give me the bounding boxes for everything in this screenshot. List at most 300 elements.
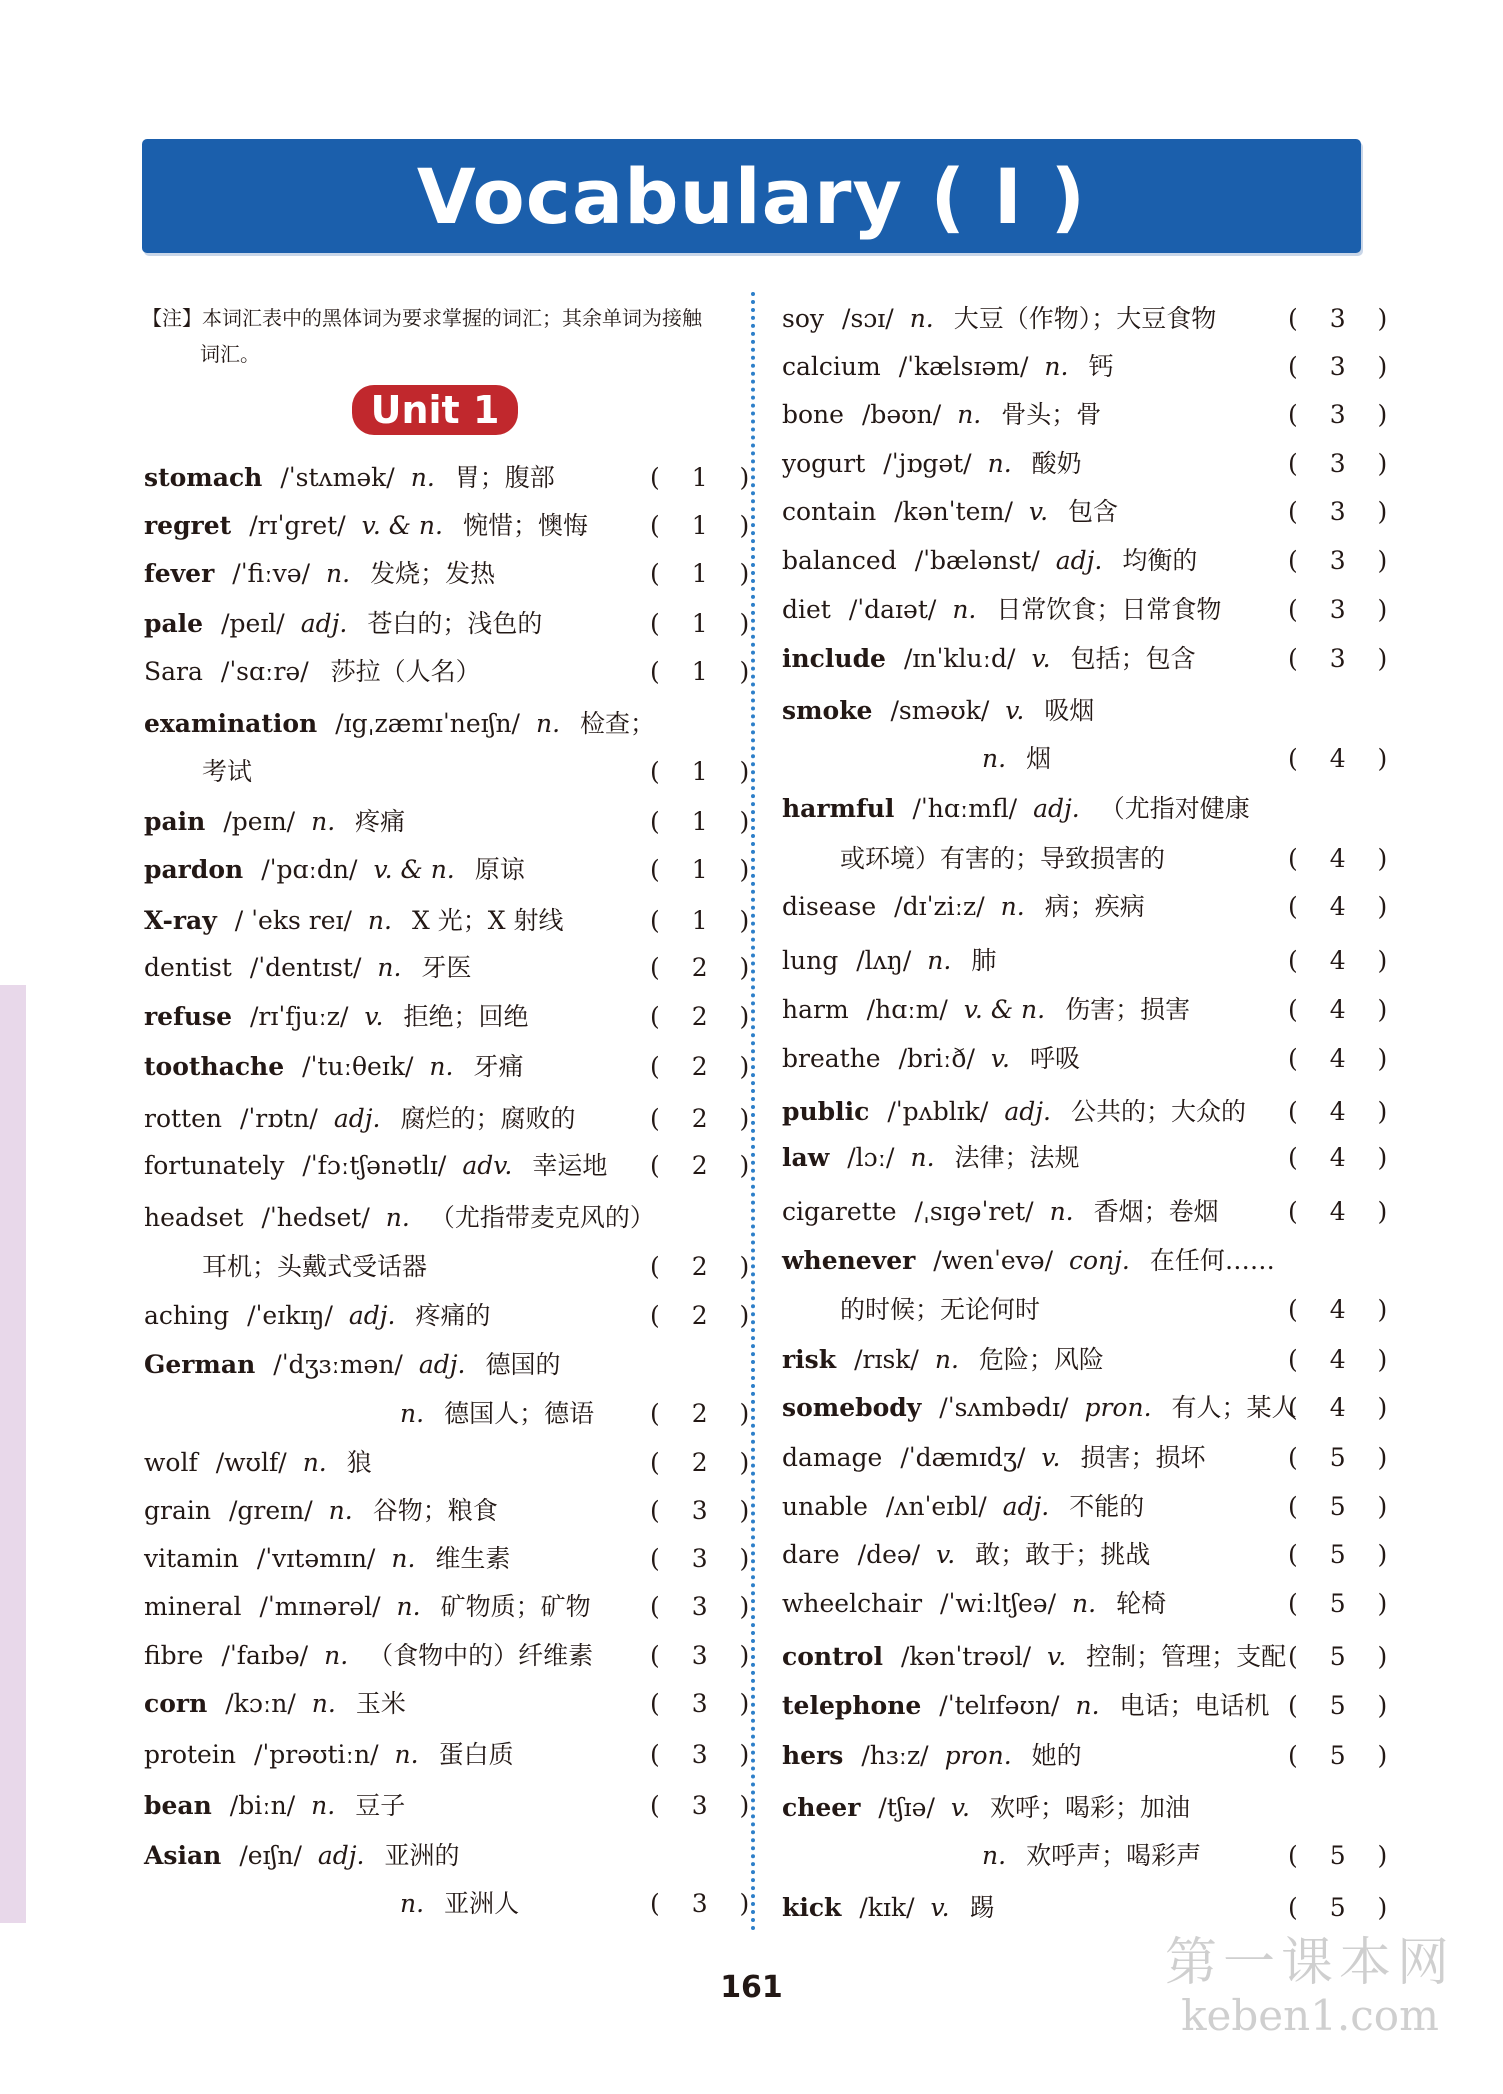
unit-number: ( 3 ) <box>1288 644 1400 673</box>
headword: dare <box>782 1540 840 1569</box>
phonetic: /ˈfɔːtʃənətlɪ/ <box>302 1151 447 1180</box>
headword: pain <box>144 807 206 836</box>
left-entry <box>202 756 252 788</box>
left-entry <box>144 558 495 590</box>
headword: wolf <box>144 1448 198 1477</box>
phonetic: /bəʊn/ <box>861 400 942 429</box>
headword: smoke <box>782 696 873 725</box>
left-entry <box>144 608 542 640</box>
part-of-speech: n. <box>1044 352 1069 381</box>
unit-number: ( 4 ) <box>1288 1393 1400 1422</box>
definition: 的时候；无论何时 <box>840 1295 1041 1324</box>
headword: lung <box>782 946 839 975</box>
headword: rotten <box>144 1104 222 1133</box>
part-of-speech: n. <box>909 304 934 333</box>
phonetic: /eɪʃn/ <box>239 1841 302 1870</box>
unit-number: ( 3 ) <box>1288 595 1400 624</box>
headword: wheelchair <box>782 1589 923 1618</box>
part-of-speech: v. <box>950 1793 970 1822</box>
headword: Asian <box>144 1841 222 1870</box>
unit-number: ( 1 ) <box>650 757 762 786</box>
definition: 维生素 <box>435 1544 511 1573</box>
part-of-speech: v. <box>990 1044 1010 1073</box>
definition: 伤害；损害 <box>1065 995 1191 1024</box>
phonetic: /wenˈevə/ <box>933 1246 1054 1275</box>
unit-number: ( 3 ) <box>1288 400 1400 429</box>
unit-number: ( 5 ) <box>1288 1841 1400 1870</box>
phonetic: /ˈtuːθeɪk/ <box>302 1052 414 1081</box>
headword: telephone <box>782 1691 922 1720</box>
page-title: Vocabulary ( I ) <box>416 151 1087 241</box>
part-of-speech: adj. <box>1004 1097 1051 1126</box>
headword: dentist <box>144 953 232 982</box>
definition: 均衡的 <box>1122 546 1198 575</box>
headword: fortunately <box>144 1151 285 1180</box>
part-of-speech: n. <box>302 1448 327 1477</box>
phonetic: / ˈeks reɪ/ <box>234 906 352 935</box>
part-of-speech: n. <box>400 1399 425 1428</box>
phonetic: /hɑːm/ <box>866 995 948 1024</box>
definition: 惋惜；懊悔 <box>462 511 588 540</box>
headword: somebody <box>782 1393 922 1422</box>
part-of-speech: n. <box>910 1143 935 1172</box>
phonetic: /rɪˈgret/ <box>249 511 346 540</box>
headword: public <box>782 1097 870 1126</box>
unit-number: ( 5 ) <box>1288 1443 1400 1472</box>
headword: risk <box>782 1345 837 1374</box>
left-entry <box>144 510 588 542</box>
phonetic: /wʊlf/ <box>215 1448 287 1477</box>
part-of-speech: adj. <box>333 1104 381 1133</box>
definition: 苍白的；浅色的 <box>367 609 543 638</box>
part-of-speech: n. <box>311 1689 336 1718</box>
unit-number: ( 4 ) <box>1288 1143 1400 1172</box>
right-entry <box>782 1792 1190 1824</box>
left-entry <box>144 656 481 688</box>
right-entry <box>782 1096 1246 1128</box>
headword: law <box>782 1143 830 1172</box>
definition: 有人；某人 <box>1171 1393 1297 1422</box>
definition: 日常饮食；日常食物 <box>996 595 1222 624</box>
definition: 豆子 <box>355 1791 406 1820</box>
definition: 谷物；粮食 <box>372 1496 498 1525</box>
definition: 踢 <box>969 1893 995 1922</box>
right-entry <box>782 1442 1206 1474</box>
definition: 幸运地 <box>532 1151 608 1180</box>
part-of-speech: n. <box>326 559 351 588</box>
right-entry <box>782 351 1113 383</box>
part-of-speech: n. <box>385 1203 410 1232</box>
right-entry <box>782 545 1197 577</box>
right-entry <box>782 1043 1080 1075</box>
definition: 不能的 <box>1069 1492 1145 1521</box>
right-entry <box>782 1892 995 1924</box>
right-entry <box>782 643 1196 675</box>
part-of-speech: adj. <box>1033 794 1080 823</box>
phonetic: /ˈrɒtn/ <box>240 1104 318 1133</box>
headword: contain <box>782 497 877 526</box>
unit-number: ( 1 ) <box>650 609 762 638</box>
definition: 她的 <box>1031 1741 1082 1770</box>
phonetic: /rɪˈfjuːz/ <box>250 1002 349 1031</box>
part-of-speech: conj. <box>1069 1246 1130 1275</box>
headword: include <box>782 644 886 673</box>
right-entry <box>782 496 1118 528</box>
part-of-speech: n. <box>934 1345 959 1374</box>
unit-number: ( 2 ) <box>650 1151 762 1180</box>
unit-number: ( 3 ) <box>650 1592 762 1621</box>
right-entry <box>782 891 1145 923</box>
phonetic: /ˈvɪtəmɪn/ <box>256 1544 376 1573</box>
unit-number: ( 1 ) <box>650 657 762 686</box>
left-entry <box>144 1001 529 1033</box>
left-entry <box>144 905 563 937</box>
headword: damage <box>782 1443 883 1472</box>
definition: 危险；风险 <box>978 1345 1104 1374</box>
phonetic: /ɪnˈkluːd/ <box>903 644 1016 673</box>
watermark-line-2: keben1.com <box>1181 1991 1439 2040</box>
right-entry <box>782 1690 1270 1722</box>
definition: 烟 <box>1026 744 1052 773</box>
headword: examination <box>144 709 318 738</box>
part-of-speech: n. <box>429 1052 454 1081</box>
part-of-speech: adv. <box>462 1151 513 1180</box>
unit-number: ( 5 ) <box>1288 1492 1400 1521</box>
unit-number: ( 3 ) <box>650 1496 762 1525</box>
definition: 疼痛 <box>355 807 406 836</box>
part-of-speech: v. & n. <box>361 511 443 540</box>
unit-number: ( 4 ) <box>1288 1097 1400 1126</box>
definition: 狼 <box>346 1448 372 1477</box>
phonetic: /kənˈteɪn/ <box>894 497 1013 526</box>
unit-number: ( 2 ) <box>650 1104 762 1133</box>
left-entry <box>144 1051 523 1083</box>
unit-number: ( 3 ) <box>650 1889 762 1918</box>
headword: toothache <box>144 1052 285 1081</box>
part-of-speech: v. <box>1041 1443 1061 1472</box>
definition: X 光；X 射线 <box>411 906 564 935</box>
headword: stomach <box>144 463 263 492</box>
phonetic: /ɪgˌzæmɪˈneɪʃn/ <box>335 709 520 738</box>
headword: bone <box>782 400 844 429</box>
phonetic: /kɪk/ <box>859 1893 915 1922</box>
unit-number: ( 1 ) <box>650 855 762 884</box>
part-of-speech: n. <box>957 400 982 429</box>
phonetic: /ʌnˈeɪbl/ <box>885 1492 987 1521</box>
definition: 香烟；卷烟 <box>1093 1197 1219 1226</box>
left-entry <box>144 952 471 984</box>
phonetic: /ˈjɒgət/ <box>883 449 972 478</box>
definition: （尤指带麦克风的） <box>429 1203 655 1232</box>
definition: 电话；电话机 <box>1119 1691 1270 1720</box>
part-of-speech: v. & n. <box>963 995 1046 1024</box>
headword: cheer <box>782 1793 861 1822</box>
definition: 大豆（作物）；大豆食物 <box>953 304 1217 333</box>
headword: regret <box>144 511 232 540</box>
phonetic: /ˈhedset/ <box>261 1203 370 1232</box>
unit-number: ( 1 ) <box>650 807 762 836</box>
unit-number: ( 3 ) <box>1288 546 1400 575</box>
part-of-speech: n. <box>377 953 402 982</box>
right-entry <box>782 1392 1297 1424</box>
headword: whenever <box>782 1246 916 1275</box>
phonetic: /biːn/ <box>229 1791 296 1820</box>
unit-number: ( 4 ) <box>1288 844 1400 873</box>
headword: pardon <box>144 855 244 884</box>
right-entry <box>840 843 1165 875</box>
part-of-speech: n. <box>1049 1197 1074 1226</box>
unit-number: ( 3 ) <box>1288 304 1400 333</box>
unit-number: ( 3 ) <box>650 1689 762 1718</box>
phonetic: /greɪn/ <box>228 1496 313 1525</box>
part-of-speech: n. <box>982 1841 1007 1870</box>
part-of-speech: n. <box>982 744 1007 773</box>
definition: 亚洲人 <box>444 1889 520 1918</box>
definition: 包含 <box>1068 497 1119 526</box>
headword: calcium <box>782 352 881 381</box>
phonetic: /deə/ <box>857 1540 921 1569</box>
right-entry <box>782 994 1190 1026</box>
definition: 损害；损坏 <box>1080 1443 1206 1472</box>
phonetic: /peɪl/ <box>221 609 285 638</box>
left-entry <box>144 1495 498 1527</box>
unit-number: ( 3 ) <box>650 1791 762 1820</box>
phonetic: /ˈmɪnərəl/ <box>259 1592 381 1621</box>
headword: grain <box>144 1496 211 1525</box>
part-of-speech: pron. <box>1084 1393 1152 1422</box>
unit-number: ( 3 ) <box>650 1544 762 1573</box>
phonetic: /ˈkælsɪəm/ <box>898 352 1029 381</box>
definition: 胃；腹部 <box>454 463 555 492</box>
headword: vitamin <box>144 1544 239 1573</box>
right-entry <box>782 303 1216 335</box>
definition: 公共的；大众的 <box>1070 1097 1246 1126</box>
right-entry <box>782 1588 1166 1620</box>
phonetic: /ˈfiːvə/ <box>232 559 310 588</box>
right-entry <box>782 695 1094 727</box>
phonetic: /lʌŋ/ <box>856 946 912 975</box>
right-entry <box>782 1740 1082 1772</box>
unit-number: ( 4 ) <box>1288 1345 1400 1374</box>
left-entry <box>144 1349 560 1381</box>
right-entry <box>782 945 996 977</box>
right-entry <box>782 399 1101 431</box>
part-of-speech: n. <box>400 1889 425 1918</box>
unit-number: ( 2 ) <box>650 1301 762 1330</box>
part-of-speech: v. <box>364 1002 384 1031</box>
unit-number: ( 3 ) <box>650 1641 762 1670</box>
right-entry <box>782 448 1082 480</box>
phonetic: /dɪˈziːz/ <box>894 892 985 921</box>
part-of-speech: v. & n. <box>373 855 455 884</box>
part-of-speech: adj. <box>317 1841 365 1870</box>
headword: yogurt <box>782 449 866 478</box>
definition: 玉米 <box>355 1689 406 1718</box>
definition: 呼吸 <box>1030 1044 1081 1073</box>
unit-badge: Unit 1 <box>352 385 518 435</box>
left-entry <box>144 1840 460 1872</box>
part-of-speech: v. <box>1031 644 1051 673</box>
phonetic: /tʃɪə/ <box>878 1793 935 1822</box>
right-entry <box>782 1344 1104 1376</box>
side-tab-decoration <box>0 985 26 1923</box>
left-entry <box>144 1790 405 1822</box>
phonetic: /ˈtelɪfəʊn/ <box>939 1691 1060 1720</box>
headword: fibre <box>144 1641 204 1670</box>
definition: 或环境）有害的；导致损害的 <box>840 844 1166 873</box>
part-of-speech: n. <box>396 1592 421 1621</box>
definition: 吸烟 <box>1044 696 1095 725</box>
part-of-speech: n. <box>1075 1691 1100 1720</box>
left-entry <box>400 1398 594 1430</box>
unit-number: ( 4 ) <box>1288 946 1400 975</box>
left-entry <box>144 1103 575 1135</box>
unit-number: ( 4 ) <box>1288 1295 1400 1324</box>
unit-number: ( 1 ) <box>650 463 762 492</box>
phonetic: /ˈdaɪət/ <box>848 595 937 624</box>
unit-number: ( 1 ) <box>650 511 762 540</box>
left-entry <box>144 806 405 838</box>
headword: protein <box>144 1740 236 1769</box>
definition: 蛋白质 <box>438 1740 514 1769</box>
unit-number: ( 5 ) <box>1288 1691 1400 1720</box>
left-entry <box>144 1739 514 1771</box>
unit-number: ( 2 ) <box>650 1002 762 1031</box>
watermark <box>1140 1920 1480 2040</box>
phonetic: /briːð/ <box>898 1044 975 1073</box>
headword: hers <box>782 1741 844 1770</box>
phonetic: /ˈdæmɪdʒ/ <box>900 1443 1026 1472</box>
part-of-speech: n. <box>927 946 952 975</box>
note-line-2: 词汇。 <box>200 342 260 366</box>
definition: 肺 <box>971 946 997 975</box>
definition: 钙 <box>1088 352 1114 381</box>
definition: 检查； <box>580 709 656 738</box>
left-entry <box>144 854 525 886</box>
right-entry <box>982 743 1051 775</box>
phonetic: /kɔːn/ <box>225 1689 296 1718</box>
part-of-speech: n. <box>367 906 392 935</box>
unit-number: ( 4 ) <box>1288 1044 1400 1073</box>
right-entry <box>782 1539 1150 1571</box>
phonetic: /ˈdentɪst/ <box>249 953 362 982</box>
unit-number: ( 5 ) <box>1288 1540 1400 1569</box>
unit-number: ( 5 ) <box>1288 1741 1400 1770</box>
part-of-speech: n. <box>1072 1589 1097 1618</box>
part-of-speech: v. <box>936 1540 956 1569</box>
part-of-speech: adj. <box>1055 546 1103 575</box>
phonetic: /ˈeɪkɪŋ/ <box>247 1301 333 1330</box>
unit-number: ( 4 ) <box>1288 1197 1400 1226</box>
unit-number: ( 4 ) <box>1288 744 1400 773</box>
right-entry <box>782 1245 1275 1277</box>
page-number: 161 <box>720 1970 783 2005</box>
definition: 在任何…… <box>1149 1246 1275 1275</box>
headword: corn <box>144 1689 208 1718</box>
definition: 腐烂的；腐败的 <box>400 1104 576 1133</box>
definition: 拒绝；回绝 <box>403 1002 529 1031</box>
phonetic: /ˈprəʊtiːn/ <box>253 1740 379 1769</box>
definition: 控制；管理；支配 <box>1086 1642 1287 1671</box>
definition: 牙痛 <box>473 1052 524 1081</box>
part-of-speech: n. <box>535 709 561 738</box>
right-entry <box>782 1491 1144 1523</box>
definition: 亚洲的 <box>384 1841 460 1870</box>
title-banner <box>142 139 1361 253</box>
unit-number: ( 2 ) <box>650 1399 762 1428</box>
right-entry <box>782 793 1250 825</box>
part-of-speech: v. <box>1028 497 1049 526</box>
definition: 骨头；骨 <box>1001 400 1102 429</box>
part-of-speech: n. <box>311 1791 336 1820</box>
headword: mineral <box>144 1592 242 1621</box>
phonetic: /sməʊk/ <box>890 696 990 725</box>
phonetic: /hɜːz/ <box>861 1741 929 1770</box>
headword: refuse <box>144 1002 232 1031</box>
right-entry <box>982 1840 1201 1872</box>
headword: X-ray <box>144 906 217 935</box>
definition: 原谅 <box>474 855 525 884</box>
headword: German <box>144 1350 256 1379</box>
unit-number: ( 2 ) <box>650 1052 762 1081</box>
definition: 包括；包含 <box>1070 644 1196 673</box>
headword: soy <box>782 304 825 333</box>
definition: 酸奶 <box>1031 449 1082 478</box>
headword: balanced <box>782 546 897 575</box>
headword: diet <box>782 595 831 624</box>
part-of-speech: v. <box>1005 696 1025 725</box>
unit-number: ( 4 ) <box>1288 995 1400 1024</box>
unit-number: ( 3 ) <box>1288 352 1400 381</box>
phonetic: /sɔɪ/ <box>842 304 894 333</box>
right-entry <box>782 1641 1286 1673</box>
unit-number: ( 3 ) <box>1288 497 1400 526</box>
part-of-speech: n. <box>987 449 1012 478</box>
part-of-speech: pron. <box>944 1741 1012 1770</box>
part-of-speech: n. <box>324 1641 349 1670</box>
part-of-speech: adj. <box>418 1350 466 1379</box>
part-of-speech: n. <box>410 463 435 492</box>
left-entry <box>400 1888 519 1920</box>
definition: 矿物质；矿物 <box>440 1592 591 1621</box>
part-of-speech: adj. <box>348 1301 396 1330</box>
definition: 轮椅 <box>1116 1589 1167 1618</box>
unit-number: ( 1 ) <box>650 559 762 588</box>
headword: unable <box>782 1492 868 1521</box>
unit-number: ( 3 ) <box>1288 449 1400 478</box>
left-entry <box>144 1688 406 1720</box>
phonetic: /kənˈtrəʊl/ <box>900 1642 1032 1671</box>
phonetic: /ˈhɑːmfl/ <box>912 794 1018 823</box>
phonetic: /ˈsʌmbədɪ/ <box>939 1393 1069 1422</box>
part-of-speech: n. <box>328 1496 353 1525</box>
left-entry <box>144 1300 491 1332</box>
headword: fever <box>144 559 215 588</box>
unit-number: ( 2 ) <box>650 953 762 982</box>
left-entry <box>144 462 555 494</box>
unit-number: ( 4 ) <box>1288 892 1400 921</box>
headword: harmful <box>782 794 895 823</box>
note-line-1: 【注】本词汇表中的黑体词为要求掌握的词汇；其余单词为接触 <box>142 306 702 330</box>
part-of-speech: v. <box>1047 1642 1067 1671</box>
right-entry <box>782 1196 1219 1228</box>
phonetic: /ˈpʌblɪk/ <box>887 1097 989 1126</box>
part-of-speech: n. <box>391 1544 416 1573</box>
part-of-speech: adj. <box>1002 1492 1050 1521</box>
headword: headset <box>144 1203 244 1232</box>
part-of-speech: n. <box>1000 892 1025 921</box>
headword: Sara <box>144 657 203 686</box>
